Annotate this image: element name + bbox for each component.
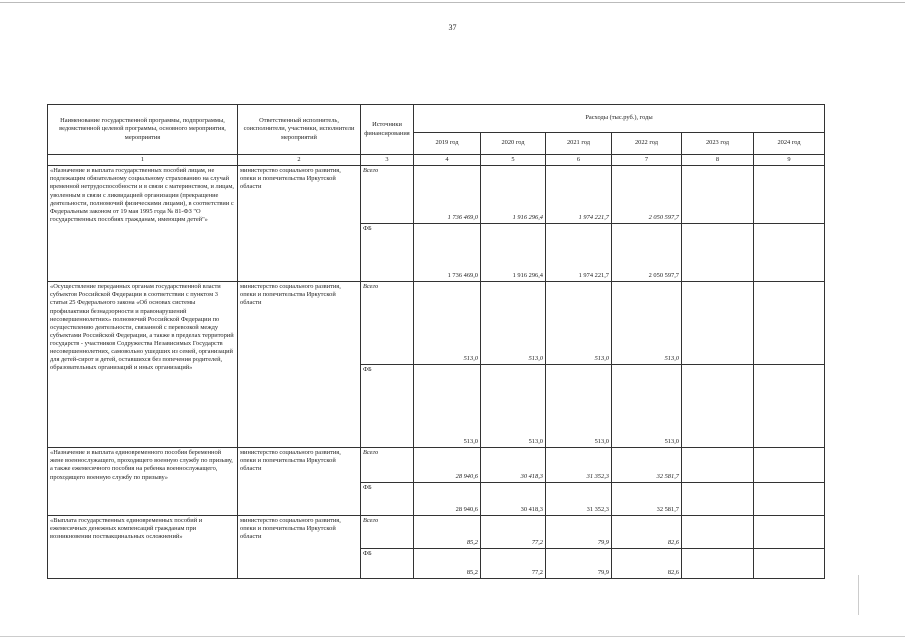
header-name: Наименование государственной программы, подпрограммы, ведомственной целевой программы, основного мероприятия, мероприятия	[48, 105, 238, 155]
fb-value: 513,0	[414, 365, 481, 448]
fb-value: 1 974 221,7	[546, 224, 612, 282]
executor-name: министерство социального развития, опеки и попечительства Иркутской области	[238, 516, 361, 579]
source-total-label: Всего	[361, 166, 414, 224]
fb-value	[682, 549, 754, 579]
budget-table	[47, 104, 825, 579]
header-source: Источники финансирования	[361, 105, 414, 155]
column-number: 2	[238, 155, 361, 166]
page-number: 37	[448, 23, 457, 32]
total-value: 513,0	[481, 282, 546, 365]
source-total-label: Всего	[361, 516, 414, 549]
fb-value: 513,0	[612, 365, 682, 448]
total-value: 2 050 597,7	[612, 166, 682, 224]
table-row	[48, 282, 825, 365]
total-value: 82,6	[612, 516, 682, 549]
source-fb-label: ФБ	[361, 549, 414, 579]
fb-value	[682, 224, 754, 282]
column-number: 3	[361, 155, 414, 166]
total-value	[682, 516, 754, 549]
total-value: 28 940,6	[414, 448, 481, 483]
fb-value: 32 581,7	[612, 483, 682, 516]
fb-value	[754, 483, 825, 516]
total-value: 32 581,7	[612, 448, 682, 483]
column-number: 8	[682, 155, 754, 166]
fb-value: 28 940,6	[414, 483, 481, 516]
source-fb-label: ФБ	[361, 224, 414, 282]
executor-name: министерство социального развития, опеки и попечительства Иркутской области	[238, 166, 361, 282]
total-value: 1 736 469,0	[414, 166, 481, 224]
fb-value: 513,0	[481, 365, 546, 448]
fb-value	[682, 365, 754, 448]
table-row	[48, 516, 825, 549]
executor-name: министерство социального развития, опеки и попечительства Иркутской области	[238, 282, 361, 448]
fb-value: 85,2	[414, 549, 481, 579]
fb-value	[754, 224, 825, 282]
fb-value: 79,9	[546, 549, 612, 579]
scan-artifact	[858, 575, 859, 615]
table-row	[48, 166, 825, 224]
header-year: 2020 год	[481, 133, 546, 155]
header-executor: Ответственный исполнитель, соисполнители, участники, исполнители мероприятий	[238, 105, 361, 155]
column-number: 7	[612, 155, 682, 166]
source-total-label: Всего	[361, 282, 414, 365]
column-number: 5	[481, 155, 546, 166]
header-year: 2024 год	[754, 133, 825, 155]
scan-border-bottom	[0, 636, 905, 637]
total-value	[682, 282, 754, 365]
fb-value: 31 352,3	[546, 483, 612, 516]
column-number: 4	[414, 155, 481, 166]
total-value	[682, 166, 754, 224]
fb-value: 30 418,3	[481, 483, 546, 516]
total-value: 1 974 221,7	[546, 166, 612, 224]
source-fb-label: ФБ	[361, 365, 414, 448]
total-value	[754, 166, 825, 224]
column-number: 9	[754, 155, 825, 166]
total-value	[754, 282, 825, 365]
fb-value: 1 736 469,0	[414, 224, 481, 282]
column-number: 1	[48, 155, 238, 166]
header-year: 2019 год	[414, 133, 481, 155]
total-value: 513,0	[612, 282, 682, 365]
table-row	[48, 448, 825, 483]
total-value: 79,9	[546, 516, 612, 549]
total-value: 513,0	[546, 282, 612, 365]
executor-name: министерство социального развития, опеки и попечительства Иркутской области	[238, 448, 361, 516]
total-value: 77,2	[481, 516, 546, 549]
fb-value	[682, 483, 754, 516]
total-value	[754, 516, 825, 549]
total-value: 31 352,3	[546, 448, 612, 483]
fb-value: 82,6	[612, 549, 682, 579]
measure-name: «Выплата государственных единовременных пособий и ежемесячных денежных компенсаций гражданам при возникновении поствакцинальных осложнений»	[48, 516, 238, 579]
measure-name: «Осуществление переданных органам государственной власти субъектов Российской Федерации в соответствии с пунктом 3 статьи 25 Федерального закона «Об основах системы профилактики безнадзорности и правонарушений несовершеннолетних» полномочий Российской Федерации по осуществлению деятельности, связанной с перевозкой между субъектами Российской Федерации, а также в пределах территорий государств - участников Содружества Независимых Государств несовершеннолетних, самовольно ушедших из семей, организаций для детей-сирот и детей, оставшихся без попечения родителей, образовательных организаций и иных организаций»	[48, 282, 238, 448]
header-year: 2021 год	[546, 133, 612, 155]
column-number: 6	[546, 155, 612, 166]
fb-value	[754, 365, 825, 448]
fb-value: 513,0	[546, 365, 612, 448]
total-value: 85,2	[414, 516, 481, 549]
measure-name: «Назначение и выплата единовременного пособия беременной жене военнослужащего, проходящего военную службу по призыву, а также ежемесячного пособия на ребенка военнослужащего, проходящего военную службу по призыву»	[48, 448, 238, 516]
header-expenses: Расходы (тыс.руб.), годы	[414, 105, 825, 133]
total-value: 30 418,3	[481, 448, 546, 483]
source-total-label: Всего	[361, 448, 414, 483]
source-fb-label: ФБ	[361, 483, 414, 516]
measure-name: «Назначение и выплата государственных пособий лицам, не подлежащим обязательному социальному страхованию на случай временной нетрудоспособности и в связи с материнством, и лицам, уволенным в связи с ликвидацией организации (прекращение деятельности, полномочий физическими лицами), в соответствии с Федеральным законом от 19 мая 1995 года № 81-ФЗ "О государственных пособиях гражданам, имеющим детей"»	[48, 166, 238, 282]
total-value	[754, 448, 825, 483]
fb-value: 2 050 597,7	[612, 224, 682, 282]
header-year: 2023 год	[682, 133, 754, 155]
fb-value	[754, 549, 825, 579]
total-value: 1 916 296,4	[481, 166, 546, 224]
total-value	[682, 448, 754, 483]
scan-border-top	[0, 2, 905, 3]
fb-value: 77,2	[481, 549, 546, 579]
total-value: 513,0	[414, 282, 481, 365]
header-year: 2022 год	[612, 133, 682, 155]
fb-value: 1 916 296,4	[481, 224, 546, 282]
